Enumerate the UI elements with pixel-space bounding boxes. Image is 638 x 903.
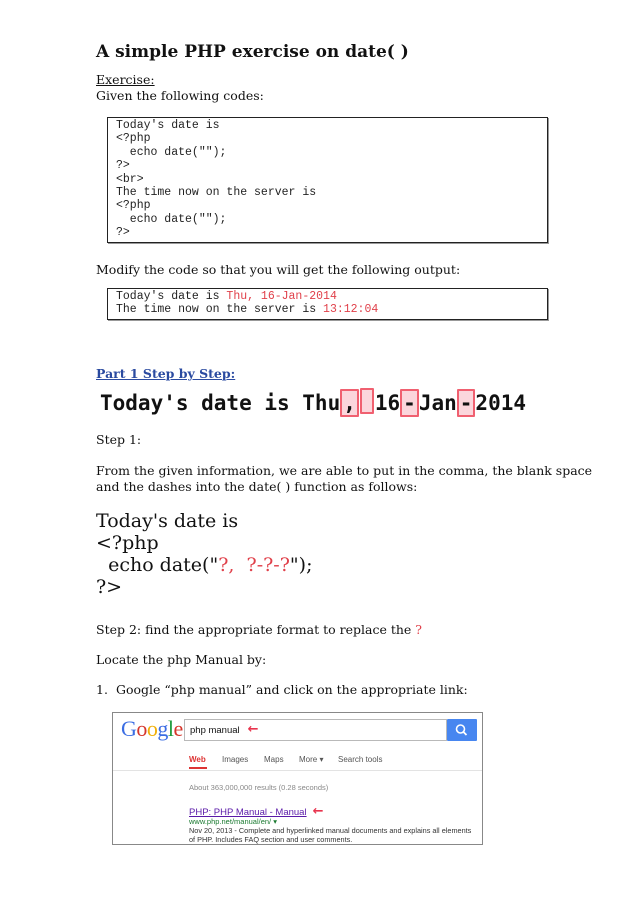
big-day: 16	[374, 391, 401, 415]
code-line: The time now on the server is	[116, 186, 317, 200]
google-logo	[121, 716, 183, 742]
results-count: About 363,000,000 results (0.28 seconds)	[189, 783, 329, 792]
google-screenshot	[112, 712, 483, 845]
code-line: ?>	[116, 159, 130, 173]
large-code-suffix: ");	[289, 554, 313, 576]
step2-text	[96, 622, 422, 638]
result-url: www.php.net/manual/en/ ▾	[189, 817, 277, 826]
tab-more[interactable]: More ▾	[299, 755, 324, 764]
search-button[interactable]	[447, 719, 477, 741]
step2-red-mark: ?	[415, 622, 422, 637]
space-highlight	[360, 388, 374, 414]
dash-highlight: -	[400, 389, 419, 417]
logo-o1: o	[136, 716, 147, 741]
search-input[interactable]	[184, 719, 447, 741]
part-heading: Part 1 Step by Step:	[96, 366, 236, 381]
tab-web[interactable]: Web	[189, 755, 206, 764]
step1-label: Step 1:	[96, 432, 142, 447]
logo-l: l	[167, 716, 174, 741]
big-year: 2014	[475, 391, 526, 415]
list-text: Google “php manual” and click on the appropriate link:	[116, 682, 468, 697]
output-line2-prefix: The time now on the server is	[116, 303, 324, 317]
code-line: Today's date is	[116, 119, 220, 132]
arrow-left-icon: ←	[312, 804, 324, 819]
output-block	[107, 288, 548, 320]
code-line: <br>	[116, 172, 144, 186]
result-description: Nov 20, 2013 - Complete and hyperlinked manual documents and explains all elements of PHP. Includes FAQ section and user comments.	[189, 826, 472, 844]
exercise-label: Exercise:	[96, 72, 155, 87]
search-icon	[447, 719, 477, 741]
active-tab-indicator	[189, 767, 207, 769]
logo-e: e	[173, 716, 183, 741]
list-number: 1.	[96, 682, 108, 697]
logo-o2: o	[146, 716, 158, 741]
large-code-line4: ?>	[96, 576, 123, 598]
step1-text-1: From the given information, we are able to put in the comma, the blank space	[96, 463, 593, 478]
step2-prefix: Step 2: find the appropriate format to replace the	[96, 622, 416, 637]
arrow-left-icon: ←	[247, 722, 259, 737]
output-line1-value: Thu, 16-Jan-2014	[226, 290, 337, 303]
large-code-line3	[96, 554, 312, 576]
large-code-line1: Today's date is	[96, 510, 239, 532]
big-month: Jan	[418, 391, 457, 415]
code-block-1	[107, 117, 548, 243]
tab-maps[interactable]: Maps	[264, 755, 284, 764]
large-code-prefix: echo date("	[96, 554, 219, 576]
highlighted-output	[100, 388, 526, 417]
code-line: <?php	[116, 132, 151, 146]
logo-g2: g	[157, 716, 168, 741]
given-text: Given the following codes:	[96, 88, 264, 103]
comma-highlight: ,	[340, 389, 359, 417]
output-line1-prefix: Today's date is	[116, 290, 227, 303]
large-code-line2: <?php	[96, 532, 159, 554]
logo-g: G	[121, 716, 137, 741]
search-query: php manual	[190, 725, 240, 736]
code-line: ?>	[116, 226, 130, 240]
modify-text: Modify the code so that you will get the following output:	[96, 262, 461, 277]
large-code-placeholders: ?, ?-?-?	[218, 554, 290, 576]
page-title: A simple PHP exercise on date( )	[96, 42, 409, 62]
step1-text-2: and the dashes into the date( ) function as follows:	[96, 479, 418, 494]
code-line: echo date("");	[116, 145, 227, 159]
dash-highlight: -	[457, 389, 476, 417]
tab-search-tools[interactable]: Search tools	[338, 755, 383, 764]
code-line: <?php	[116, 199, 151, 213]
big-prefix: Today's date is Thu	[100, 391, 341, 415]
tab-images[interactable]: Images	[222, 755, 249, 764]
locate-text: Locate the php Manual by:	[96, 652, 267, 667]
result-title: PHP: PHP Manual - Manual	[189, 807, 307, 818]
output-line2-value: 13:12:04	[323, 303, 379, 317]
code-line: echo date("");	[116, 212, 227, 226]
divider	[113, 770, 482, 771]
